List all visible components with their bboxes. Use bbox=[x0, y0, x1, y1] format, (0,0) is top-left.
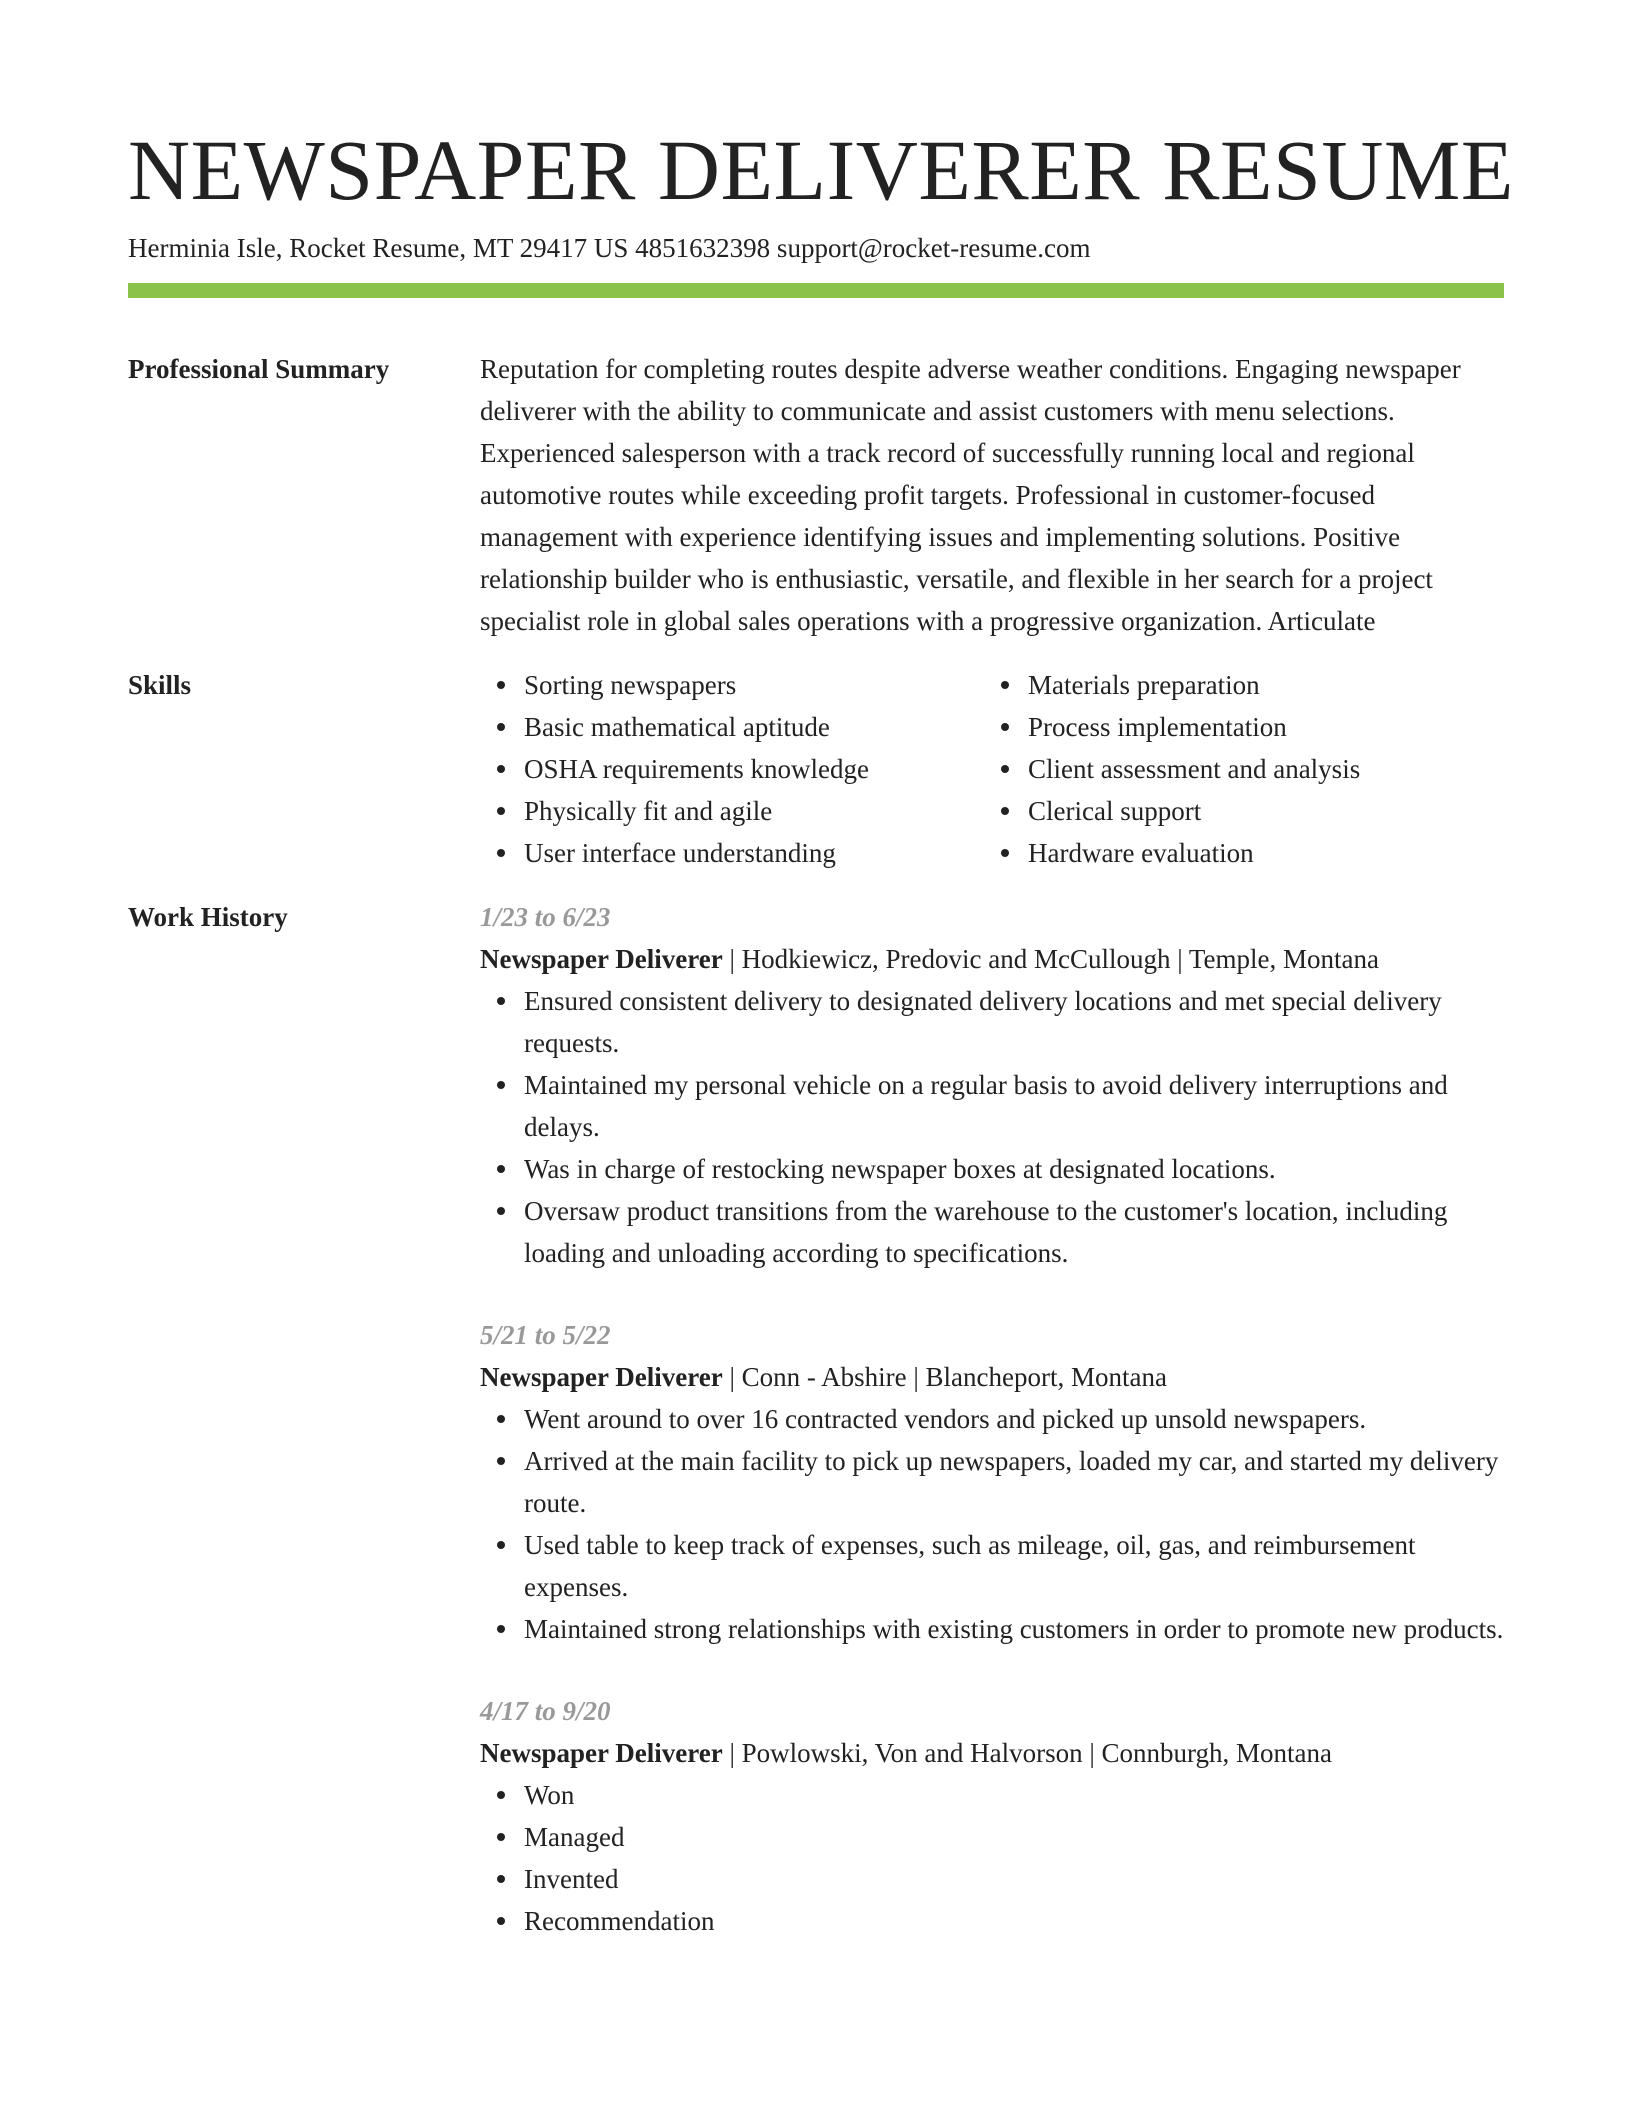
summary-heading: Professional Summary bbox=[128, 354, 390, 384]
skill-item: Client assessment and analysis bbox=[1028, 748, 1360, 790]
contact-line: Herminia Isle, Rocket Resume, MT 29417 US 4851632398 support@rocket-resume.com bbox=[128, 233, 1091, 263]
job-duty: Recommendation bbox=[524, 1900, 1504, 1942]
job-dates: 5/21 to 5/22 bbox=[480, 1320, 611, 1350]
summary-text: Reputation for completing routes despite adverse weather conditions. Engaging newspaper deliverer with the ability to communicate and assist customers with menu selections. Experienced salesperson with a track record of successfully running local and regional automotive routes while exceeding profit targets. Professional in customer-focused management with experience identifying issues and implementing solutions. Positive relationship builder who is enthusiastic, versatile, and flexible in her search for a project specialist role in global sales operations with a progressive organization. Articulate bbox=[480, 354, 1461, 636]
skills-heading: Skills bbox=[128, 670, 192, 700]
skills-list-right bbox=[984, 664, 1360, 874]
job-duties bbox=[480, 1774, 1504, 1942]
work-history-heading: Work History bbox=[128, 902, 288, 932]
skill-item: Basic mathematical aptitude bbox=[524, 706, 984, 748]
job-title: Newspaper Deliverer bbox=[480, 1362, 723, 1392]
skills-list-left bbox=[480, 664, 984, 874]
job-dates: 4/17 to 9/20 bbox=[480, 1696, 611, 1726]
skill-item: User interface understanding bbox=[524, 832, 984, 874]
job-duty: Maintained strong relationships with existing customers in order to promote new products. bbox=[524, 1608, 1504, 1650]
resume-title: NEWSPAPER DELIVERER RESUME bbox=[128, 122, 1514, 218]
job-header bbox=[480, 1732, 1504, 1774]
skill-item: OSHA requirements knowledge bbox=[524, 748, 984, 790]
job-duty: Went around to over 16 contracted vendors and picked up unsold newspapers. bbox=[524, 1398, 1504, 1440]
job-duty: Won bbox=[524, 1774, 1504, 1816]
skills-section bbox=[128, 664, 1504, 874]
job-duty: Managed bbox=[524, 1816, 1504, 1858]
job-duty: Was in charge of restocking newspaper boxes at designated locations. bbox=[524, 1148, 1504, 1190]
job-header bbox=[480, 938, 1504, 980]
resume-page bbox=[128, 120, 1514, 1942]
job-duties bbox=[480, 980, 1504, 1274]
job-duty: Arrived at the main facility to pick up newspapers, loaded my car, and started my delivery route. bbox=[524, 1440, 1504, 1524]
job-title: Newspaper Deliverer bbox=[480, 944, 723, 974]
skill-item: Physically fit and agile bbox=[524, 790, 984, 832]
job-duties bbox=[480, 1398, 1504, 1650]
skill-item: Materials preparation bbox=[1028, 664, 1360, 706]
job-details: | Hodkiewicz, Predovic and McCullough | Temple, Montana bbox=[722, 944, 1379, 974]
skill-item: Sorting newspapers bbox=[524, 664, 984, 706]
skill-item: Process implementation bbox=[1028, 706, 1360, 748]
job-entry bbox=[480, 896, 1504, 1274]
header-divider bbox=[128, 283, 1504, 298]
work-history-section bbox=[128, 896, 1504, 1942]
job-duty: Oversaw product transitions from the warehouse to the customer's location, including loading and unloading according to specifications. bbox=[524, 1190, 1504, 1274]
job-dates: 1/23 to 6/23 bbox=[480, 902, 611, 932]
job-header bbox=[480, 1356, 1504, 1398]
job-details: | Conn - Abshire | Blancheport, Montana bbox=[722, 1362, 1167, 1392]
job-title: Newspaper Deliverer bbox=[480, 1738, 723, 1768]
skill-item: Hardware evaluation bbox=[1028, 832, 1360, 874]
job-duty: Ensured consistent delivery to designated delivery locations and met special delivery requests. bbox=[524, 980, 1504, 1064]
job-duty: Used table to keep track of expenses, such as mileage, oil, gas, and reimbursement expenses. bbox=[524, 1524, 1504, 1608]
summary-section bbox=[128, 348, 1504, 642]
job-entry bbox=[480, 1314, 1504, 1650]
job-details: | Powlowski, Von and Halvorson | Connburgh, Montana bbox=[722, 1738, 1333, 1768]
job-duty: Invented bbox=[524, 1858, 1504, 1900]
skill-item: Clerical support bbox=[1028, 790, 1360, 832]
job-entry bbox=[480, 1690, 1504, 1942]
job-duty: Maintained my personal vehicle on a regular basis to avoid delivery interruptions and delays. bbox=[524, 1064, 1504, 1148]
